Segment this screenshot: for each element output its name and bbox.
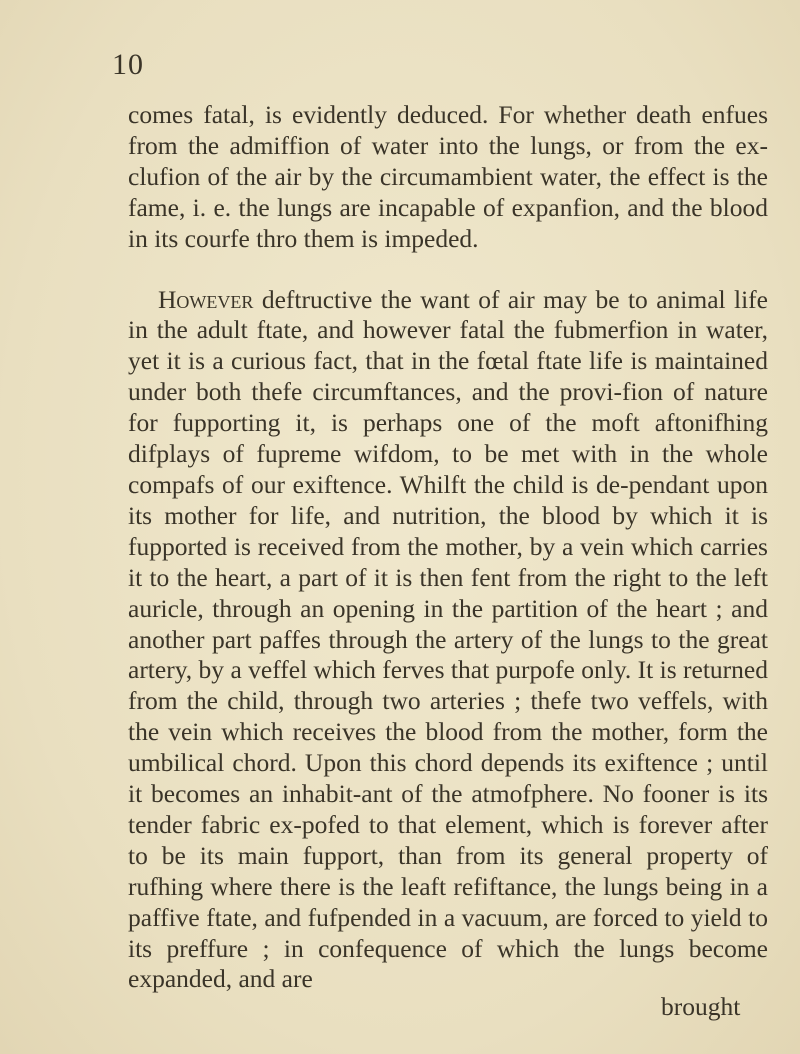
paragraph-2 [128, 285, 768, 996]
paragraph-1: comes fatal, is evidently deduced. For whether death enfues from the admiffion of water into the lungs, or from the ex-clufion of the air by the circumambient water, the effect is the fame, i. e. the lungs are incapable of expanfion, and the blood in its courfe thro them is impeded. [128, 100, 768, 253]
paragraph-2-text: deftructive the want of air may be to animal life in the adult ftate, and however fatal the fubmerfion in water, yet it is a curious fact, that in the fœtal ftate life is maintained under both thefe circumftances, and the provi-fion of nature for fupporting it, is perhaps one of the moft aftonifhing difplays of fupreme wifdom, to be met with in the whole compafs of our exiftence. Whilft the child is de-pendant upon its mother for life, and nutrition, the blood by which it is fupported is received from the mother, by a vein which carries it to the heart, a part of it is then fent from the right to the left auricle, through an opening in the partition of the heart ; and another part paffes through the artery of the lungs to the great artery, by a veffel which ferves that purpofe only. It is returned from the child, through two arteries ; thefe two veffels, with the vein which receives the blood from the mother, form the umbilical chord. Upon this chord depends its exiftence ; until it becomes an inhabit-ant of the atmofphere. No fooner is its tender fabric ex-pofed to that element, which is forever after to be its main fupport, than from its general property of rufhing where there is the leaft refiftance, the lungs being in a paffive ftate, and fufpended in a vacuum, are forced to yield to its preffure ; in confequence of which the lungs become expanded, and are [128, 284, 768, 994]
body-text [128, 100, 768, 995]
catchword: brought [661, 992, 741, 1021]
paragraph-gap [128, 255, 768, 285]
paragraph-2-lead-word: However [158, 284, 254, 314]
page-number: 10 [112, 48, 144, 81]
